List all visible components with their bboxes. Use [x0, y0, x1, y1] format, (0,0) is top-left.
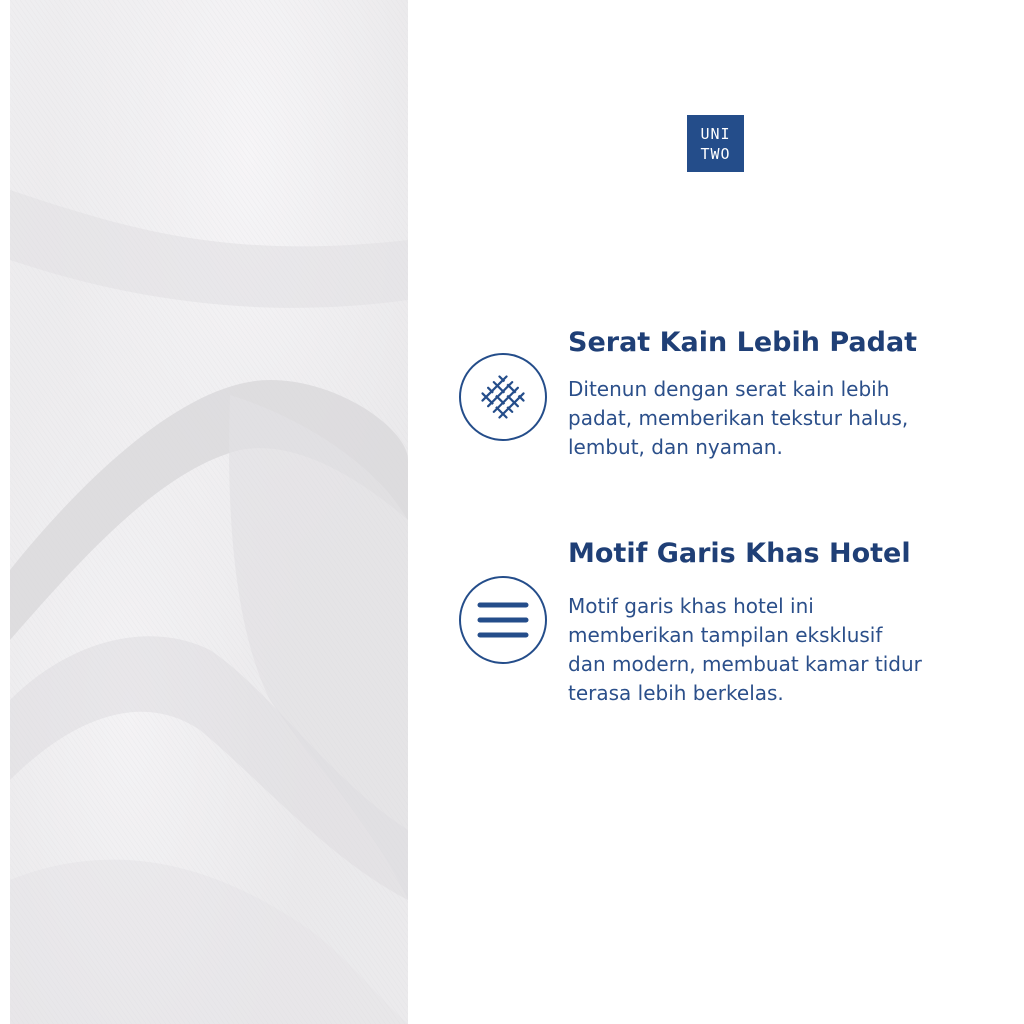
- description-line: terasa lebih berkelas.: [568, 681, 784, 705]
- description-line: dan modern, membuat kamar tidur: [568, 652, 922, 676]
- white-fabric-photo: [10, 0, 408, 1024]
- description-line: Motif garis khas hotel ini: [568, 594, 814, 618]
- feature-description: [568, 592, 988, 708]
- horizontal-stripes-icon: [458, 575, 548, 665]
- brand-logo: [687, 115, 744, 172]
- woven-fabric-icon: [458, 352, 548, 442]
- description-line: memberikan tampilan eksklusif: [568, 623, 883, 647]
- description-line: Ditenun dengan serat kain lebih: [568, 377, 890, 401]
- logo-line-2: TWO: [700, 144, 731, 163]
- description-line: lembut, dan nyaman.: [568, 435, 783, 459]
- feature-description: [568, 375, 988, 462]
- logo-line-1: UNI: [700, 124, 731, 143]
- feature-title: Serat Kain Lebih Padat: [568, 327, 918, 358]
- description-line: padat, memberikan tekstur halus,: [568, 406, 909, 430]
- feature-title: Motif Garis Khas Hotel: [568, 538, 911, 569]
